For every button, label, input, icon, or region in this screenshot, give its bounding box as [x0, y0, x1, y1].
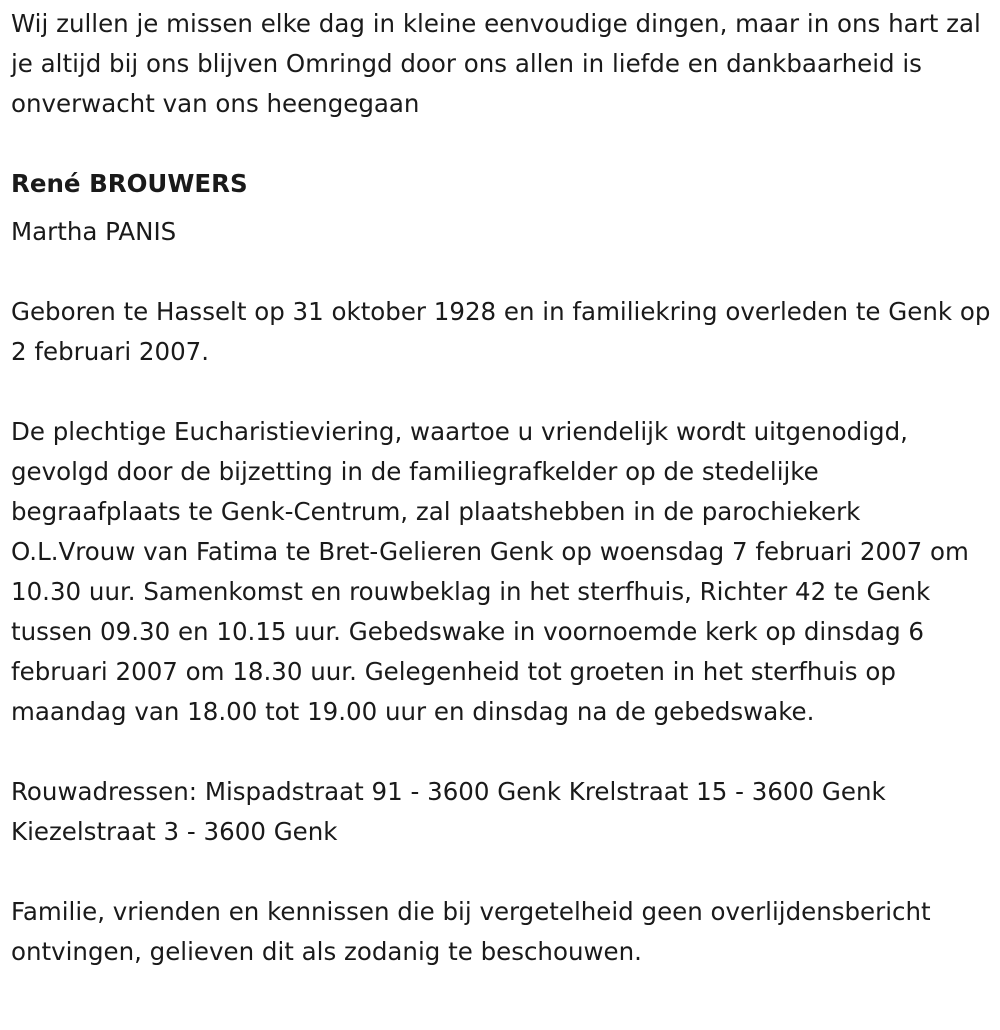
obituary-notice: [11, 4, 991, 972]
partner-name: Martha PANIS: [11, 217, 177, 246]
birth-death-paragraph: Geboren te Hasselt op 31 oktober 1928 en in familiekring overleden te Genk op 2 februari 2007.: [11, 297, 991, 366]
ceremony-paragraph: De plechtige Eucharistieviering, waartoe u vriendelijk wordt uitgenodigd, gevolgd door de bijzetting in de familiegrafkelder op de stedelijke begraafplaats te Genk-Centrum, zal plaatshebben in de parochiekerk O.L.Vrouw van Fatima te Bret-Gelieren Genk op woensdag 7 februari 2007 om 10.30 uur. Samenkomst en rouwbeklag in het sterfhuis, Richter 42 te Genk tussen 09.30 en 10.15 uur. Gebedswake in voornoemde kerk op dinsdag 6 februari 2007 om 18.30 uur. Gelegenheid tot groeten in het sterfhuis op maandag van 18.00 tot 19.00 uur en dinsdag na de gebedswake.: [11, 417, 969, 726]
addresses-paragraph: Rouwadressen: Mispadstraat 91 - 3600 Genk Krelstraat 15 - 3600 Genk Kiezelstraat 3 - 3600 Genk: [11, 777, 886, 846]
deceased-name: René BROUWERS: [11, 169, 248, 198]
intro-paragraph: Wij zullen je missen elke dag in kleine eenvoudige dingen, maar in ons hart zal je altijd bij ons blijven Omringd door ons allen in liefde en dankbaarheid is onverwacht van ons heengegaan: [11, 9, 981, 118]
closing-paragraph: Familie, vrienden en kennissen die bij vergetelheid geen overlijdensbericht ontvingen, gelieven dit als zodanig te beschouwen.: [11, 897, 931, 966]
